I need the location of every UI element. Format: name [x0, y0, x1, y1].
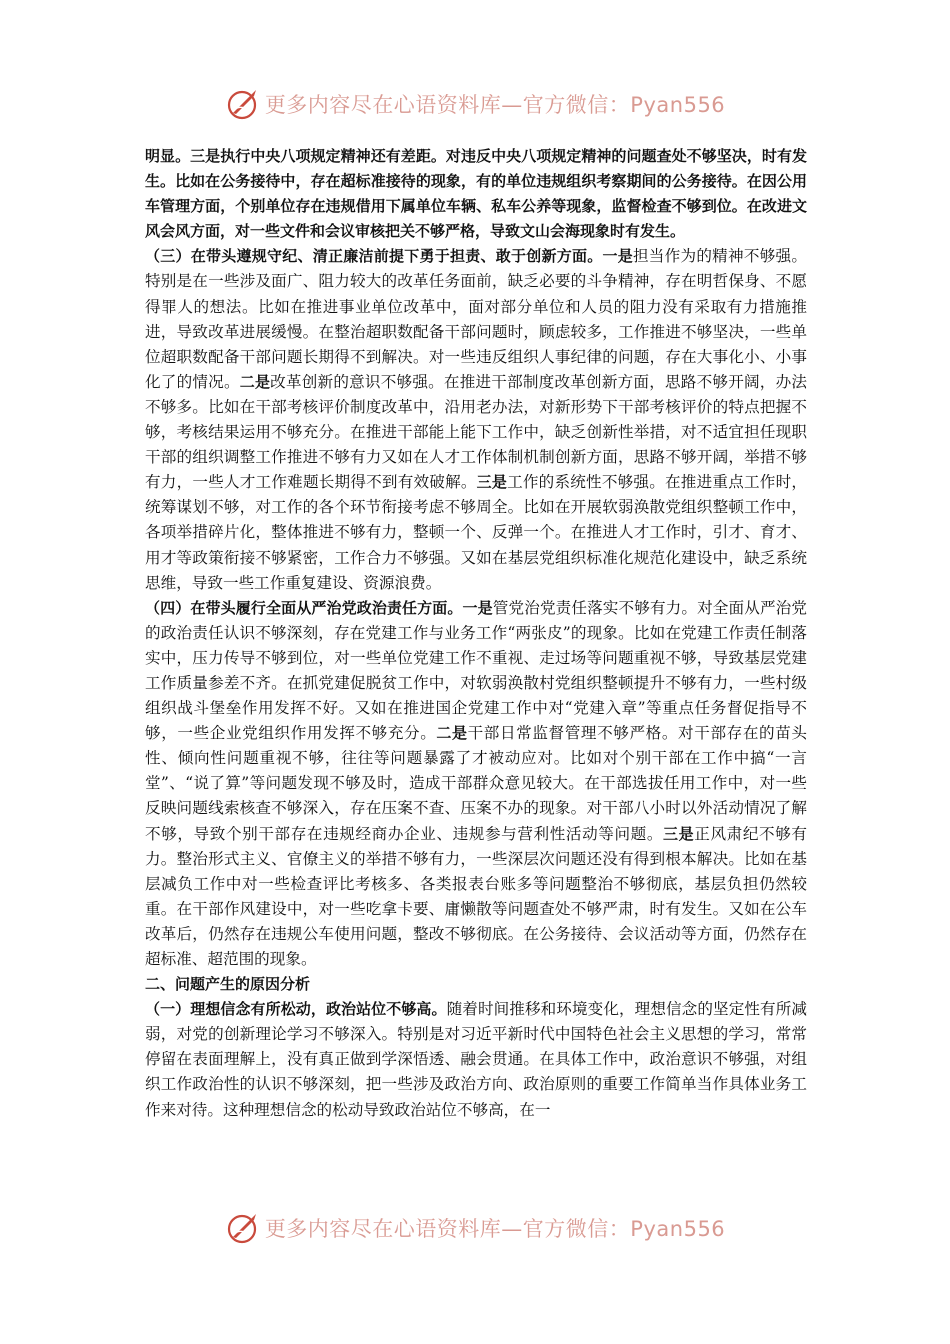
paragraph-3 — [145, 244, 807, 595]
paragraph-4 — [145, 596, 807, 972]
section-heading-2: 二、问题产生的原因分析 — [145, 975, 311, 994]
document-body — [145, 144, 807, 1123]
text-4-3: 正风肃纪不够有力。整治形式主义、官僚主义的举措不够有力，一些深层次问题还没有得到根本解决。比如在基层减负工作中对一些检查评比考核多、各类报表台账多等问题整治不够彻底，基层负担仍然较重。在干部作风建设中，对一些吃拿卡要、庸懒散等问题查处不够严肃，时有发生。又如在公车改革后，仍然存在违规公车使用问题，整改不够彻底。在公务接待、会议活动等方面，仍然存在超标准、超范围的现象。 — [145, 824, 807, 968]
paragraph-5 — [145, 997, 807, 1122]
text-3-2: 改革创新的意识不够强。在推进干部制度改革创新方面，思路不够开阔，办法不够多。比如在干部考核评价制度改革中，沿用老办法，对新形势下干部考核评价的特点把握不够，考核结果运用不够充分。在推进干部能上能下工作中，缺乏创新性举措，对不适宜担任现职干部的组织调整工作推进不够有力又如在人才工作体制机制创新方面，思路不够开阔，举措不够有力，一些人才工作难题长期得不到有效破解。 — [145, 372, 807, 492]
paragraph-1: 明显。三是执行中央八项规定精神还有差距。对违反中央八项规定精神的问题查处不够坚决，时有发生。比如在公务接待中，存在超标准接待的现象，有的单位违规组织考察期间的公务接待。在因公用车管理方面，个别单位存在违规借用下属单位车辆、私车公养等现象，监督检查不够到位。在改进文风会风方面，对一些文件和会议审核把关不够严格，导致文山会海现象时有发生。 — [145, 147, 807, 241]
subheading-4: （四）在带头履行全面从严治党政治责任方面。 — [145, 598, 463, 617]
marker-yi: 一是 — [462, 598, 493, 617]
marker-er: 二是 — [436, 724, 468, 743]
subheading-3: （三）在带头遵规守纪、清正廉洁前提下勇于担责、敢于创新方面。 — [145, 247, 603, 266]
subheading-5: （一）理想信念有所松动，政治站位不够高。 — [145, 1000, 447, 1019]
pen-logo-icon — [225, 1210, 261, 1246]
marker-yi: 一是 — [602, 247, 633, 266]
marker-san: 三是 — [663, 824, 695, 843]
text-4-1: 管党治党责任落实不够有力。对全面从严治党的政治责任认识不够深刻，存在党建工作与业务工作“两张皮”的现象。比如在党建工作责任制落实中，压力传导不够到位，对一些单位党建工作不重视、走过场等问题重视不够，导致基层党建工作质量参差不齐。在抓党建促脱贫工作中，对软弱涣散村党组织整顿提升不够有力，一些村级组织战斗堡垒作用发挥不好。又如在推进国企党建工作中对“党建入章”等重点任务督促指导不够，一些企业党组织作用发挥不够充分。 — [145, 598, 807, 743]
watermark-text: 更多内容尽在心语资料库—官方微信：Pyan556 — [264, 93, 726, 117]
text-5-1: 随着时间推移和环境变化，理想信念的坚定性有所减弱，对党的创新理论学习不够深入。特别是对习近平新时代中国特色社会主义思想的学习，常常停留在表面理解上，没有真正做到学深悟透、融会贯通。在具体工作中，政治意识不够强，对组织工作政治性的认识不够深刻，把一些涉及政治方向、政治原则的重要工作简单当作具体业务工作来对待。这种理想信念的松动导致政治站位不够高，在一 — [145, 1000, 807, 1119]
watermark-text: 更多内容尽在心语资料库—官方微信：Pyan556 — [264, 1217, 726, 1241]
header-watermark-banner — [0, 82, 950, 126]
marker-er: 二是 — [239, 372, 271, 391]
marker-san: 三是 — [476, 473, 508, 492]
text-3-3: 工作的系统性不够强。在推进重点工作时，统筹谋划不够，对工作的各个环节衔接考虑不够周全。比如在开展软弱涣散党组织整顿工作中，各项举措碎片化，整体推进不够有力，整顿一个、反弹一个。在推进人才工作时，引才、育才、用才等政策衔接不够紧密，工作合力不够强。又如在基层党组织标准化规范化建设中，缺乏系统思维，导致一些工作重复建设、资源浪费。 — [145, 473, 807, 592]
text-4-2: 干部日常监督管理不够严格。对干部存在的苗头性、倾向性问题重视不够，往往等问题暴露了才被动应对。比如对个别干部在工作中搞“一言堂”、“说了算”等问题发现不够及时，造成干部群众意见较大。在干部选拔任用工作中，对一些反映问题线索核查不够深入，存在压案不查、压案不办的现象。对干部八小时以外活动情况了解不够，导致个别干部存在违规经商办企业、违规参与营利性活动等问题。 — [145, 724, 807, 843]
footer-watermark-banner — [0, 1206, 950, 1250]
text-3-1: 担当作为的精神不够强。特别是在一些涉及面广、阻力较大的改革任务面前，缺乏必要的斗争精神，存在明哲保身、不愿得罪人的想法。比如在推进事业单位改革中，面对部分单位和人员的阻力没有采取有力措施推进，导致改革进展缓慢。在整治超职数配备干部问题时，顾虑较多，工作推进不够坚决，一些单位超职数配备干部问题长期得不到解决。对一些违反组织人事纪律的问题，存在大事化小、小事化了的情况。 — [145, 247, 807, 391]
pen-logo-icon — [225, 86, 261, 122]
